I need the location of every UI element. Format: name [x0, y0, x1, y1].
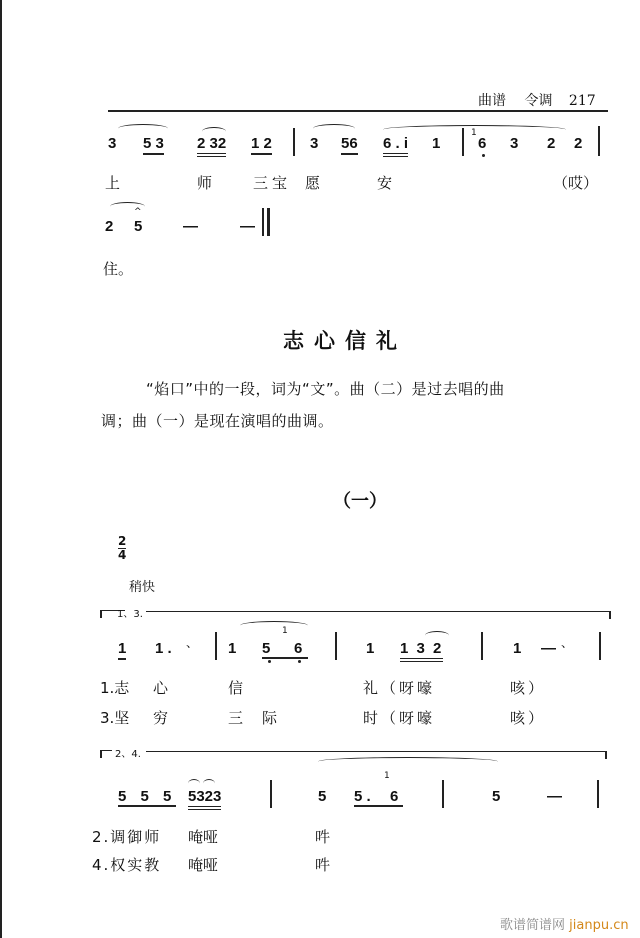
header-rule — [108, 110, 608, 112]
note: 5 . — [354, 788, 403, 807]
barline — [335, 632, 337, 660]
lyric: 三 — [228, 709, 244, 727]
note: 3 — [108, 135, 117, 152]
lyric: 三宝 — [253, 174, 292, 192]
dash: — — [183, 218, 198, 235]
piece-title: 志心信礼 — [283, 329, 407, 353]
description-line2: 调；曲（一）是现在演唱的曲调。 — [101, 412, 334, 430]
slur — [318, 757, 498, 766]
fermata: ^ — [134, 207, 142, 217]
barline — [599, 632, 601, 660]
dash: — — [547, 788, 562, 805]
lyric: 唵哑 — [188, 828, 219, 846]
note: 1 — [118, 640, 126, 660]
note: 5 — [318, 788, 327, 805]
note: 1 3 2 — [400, 640, 443, 662]
time-sig-top: 2 — [118, 534, 127, 548]
note: 6 — [478, 135, 487, 152]
note: 1 . — [155, 640, 172, 657]
note: 6 . i — [383, 135, 408, 157]
lyric: 吽 — [315, 856, 331, 874]
slur — [203, 779, 215, 788]
note: 1 — [513, 640, 522, 657]
lyric: 心 — [153, 679, 169, 697]
lyric: 信 — [228, 679, 244, 697]
lyric: 4.权实教 — [92, 856, 162, 874]
volta-label: 1、3. — [117, 609, 143, 620]
lyric: 2.调御师 — [92, 828, 162, 846]
note: 2 — [574, 135, 583, 152]
note: 5 3 — [143, 135, 164, 155]
lower-octave-dot — [268, 660, 271, 663]
watermark-domain: jianpu.cn — [569, 918, 629, 933]
note: 6 — [294, 640, 303, 657]
barline — [462, 128, 464, 156]
barline — [293, 128, 295, 156]
lyric: 唵哑 — [188, 856, 219, 874]
dash: — — [541, 640, 556, 657]
note: 3 — [510, 135, 519, 152]
note: 3 — [310, 135, 319, 152]
lower-octave-dot — [482, 154, 485, 157]
watermark-text: 歌谱简谱网 — [500, 918, 566, 933]
section-name: 令调 — [524, 93, 553, 109]
lyric: 上 — [105, 174, 121, 192]
description-line1: “焰口”中的一段，词为“文”。曲（二）是过去唱的曲 — [146, 380, 505, 398]
note: 6 — [390, 788, 399, 805]
lyric: 1.志 — [100, 679, 130, 697]
barline — [481, 632, 483, 660]
lyric: 安 — [377, 174, 393, 192]
note: 5 — [134, 218, 143, 235]
barline — [598, 126, 600, 156]
lyric: 穷 — [153, 709, 169, 727]
time-sig-bottom: 4 — [118, 548, 127, 562]
breath-mark: 、 — [186, 636, 199, 650]
slur — [188, 779, 200, 788]
breath-mark: 、 — [561, 636, 574, 650]
time-signature — [118, 535, 126, 562]
volta-line — [146, 751, 606, 753]
note: 2 — [547, 135, 556, 152]
barline — [270, 780, 272, 808]
version-subtitle: （一） — [333, 491, 387, 512]
lyric: （哎） — [553, 174, 599, 192]
watermark — [500, 914, 629, 933]
tempo-marking: 稍快 — [129, 580, 156, 595]
lyric: 际 — [262, 709, 278, 727]
volta-bracket-right — [609, 611, 611, 619]
note: 5 — [492, 788, 501, 805]
lyric: 时（呀嚎 — [363, 709, 436, 727]
final-barline — [267, 208, 270, 236]
slur — [240, 621, 308, 630]
slur — [313, 124, 355, 133]
volta-line — [100, 750, 112, 752]
barline — [262, 208, 264, 236]
note: 1 — [432, 135, 441, 152]
volta-line — [146, 611, 610, 613]
lyric: 师 — [197, 174, 213, 192]
note: 1 — [228, 640, 237, 657]
volta-bracket-right — [605, 751, 607, 759]
grace-note: 1 — [384, 771, 390, 781]
volta-label: 2、4. — [115, 749, 141, 760]
page-edge — [0, 0, 2, 938]
barline — [215, 632, 217, 660]
running-header — [478, 90, 596, 110]
lyric: 咳） — [510, 709, 547, 727]
barline — [597, 780, 599, 808]
note: 5 — [262, 640, 308, 659]
barline — [442, 780, 444, 808]
grace-note: 1 — [471, 128, 477, 138]
book-name: 曲谱 — [478, 93, 506, 109]
note: 2 — [105, 218, 114, 235]
note: 1 2 — [251, 135, 272, 155]
slur — [425, 631, 449, 640]
note: 1 — [366, 640, 375, 657]
lyric: 愿 — [305, 174, 321, 192]
lyric: 3.坚 — [100, 709, 130, 727]
note: 56 — [341, 135, 358, 155]
lyric: 吽 — [315, 828, 331, 846]
dash: — — [240, 218, 255, 235]
note: 5323 — [188, 788, 221, 810]
slur — [118, 124, 168, 133]
page-number: 217 — [568, 93, 596, 109]
note: 5 5 5 — [118, 788, 177, 805]
note: 2 32 — [197, 135, 226, 157]
lower-octave-dot — [298, 660, 301, 663]
lyric: 咳） — [510, 679, 547, 697]
lyric: 礼（呀嚎 — [363, 679, 436, 697]
grace-note: 1 — [282, 626, 288, 636]
lyric: 住。 — [103, 260, 134, 278]
